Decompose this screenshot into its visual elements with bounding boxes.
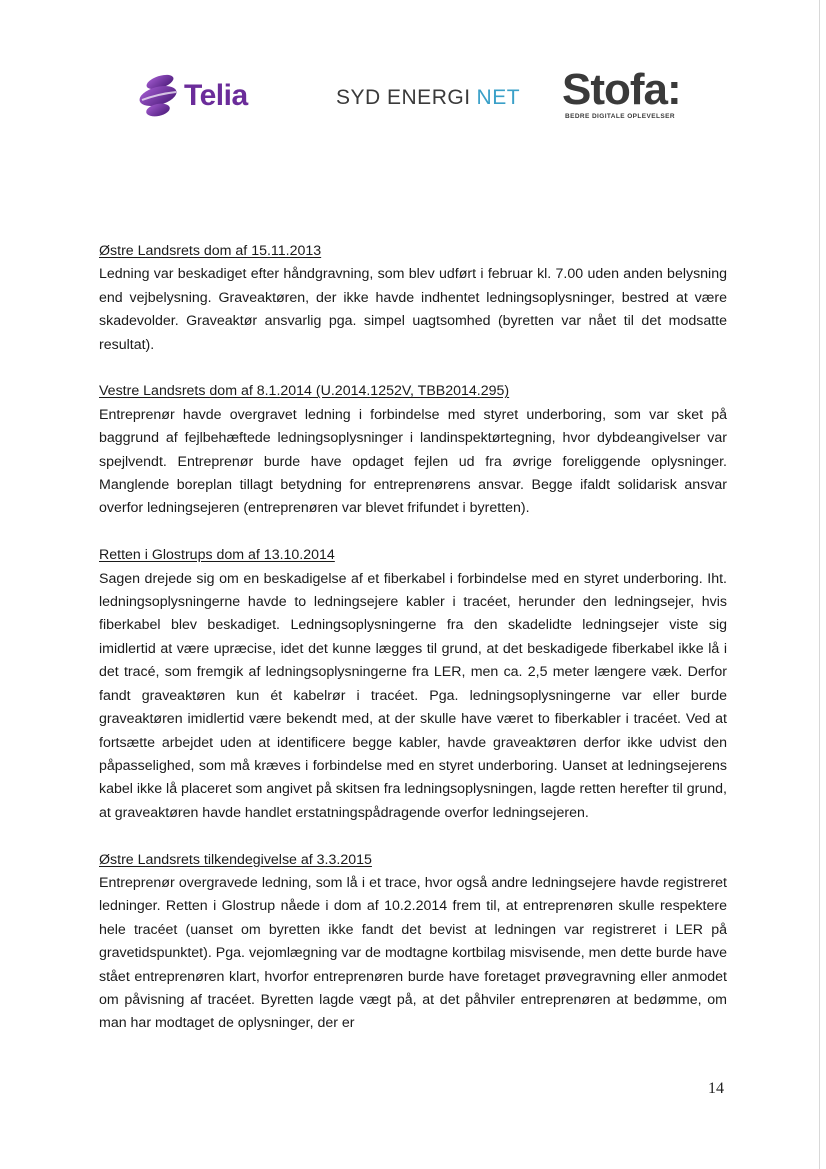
document-body: [99, 240, 727, 1059]
telia-wordmark: Telia: [184, 79, 248, 112]
telia-logo: [136, 72, 248, 120]
section-paragraph: Sagen drejede sig om en beskadigelse af et fiberkabel i forbindelse med en styret underboring. Iht. ledningsoplysningerne havde to ledningsejere kabler i tracéet, herunder den ledningsejer, hvis fiberkabel blev beskadiget. Ledningsoplysningerne fra den skadelidte ledningsejer viste sig imidlertid at være upræcise, idet det kunne lægges til grund, at det beskadigede fiberkabel ikke lå i det tracé, som fremgik af ledningsoplysningerne fra LER, men ca. 2,5 meter længere væk. Derfor fandt graveaktøren kun ét kabelrør i tracéet. Pga. ledningsoplysningerne var eller burde graveaktøren imidlertid være bekendt med, at der skulle have været to fiberkabler i tracéet. Ved at fortsætte arbejdet uden at identificere begge kabler, havde graveaktøren derfor ikke udvist den påpasselighed, som må kræves i forbindelse med en styret underboring. Uanset at ledningsejerens kabel ikke lå placeret som angivet på skitsen fra ledningsoplysningen, lagde retten herefter til grund, at graveaktøren havde handlet erstatningspådragende overfor ledningsejeren.: [99, 570, 727, 821]
section-paragraph: Ledning var beskadiget efter håndgravning, som blev udført i februar kl. 7.00 uden anden belysning end vejbelysning. Graveaktøren, der ikke havde indhentet ledningsoplysninger, bestred at være skadevolder. Graveaktør ansvarlig pga. simpel uagtsomhed (byretten var nået til det modsatte resultat).: [99, 266, 727, 353]
section-paragraph: Entreprenør overgravede ledning, som lå i et trace, hvor også andre ledningsejere havde registreret ledninger. Retten i Glostrup nåede i dom af 10.2.2014 frem til, at entreprenøren skulle respektere hele tracéet (uanset om byretten ikke fandt det bevist at ledningen var registreret i LER på gravetidspunktet). Pga. vejomlægning var de modtagne kortbilag misvisende, men dette burde have stået entreprenøren klart, hvorfor entreprenøren burde have foretaget prøvegravning eller anmodet om påvisning af tracéet. Byretten lagde vægt på, at det påhviler entreprenøren at bedømme, om man har modtaget de oplysninger, der er: [99, 874, 727, 1032]
section-paragraph: Entreprenør havde overgravet ledning i forbindelse med styret underboring, som var sket på baggrund af fejlbehæftede ledningsoplysninger i landinspektørtegning, hvor dybdeangivelser var spejlvendt. Entreprenør burde have opdaget fejlen ud fra øvrige foreliggende oplysninger. Manglende boreplan tillagt betydning for entreprenørens ansvar. Begge ifaldt solidarisk ansvar overfor ledningsejeren (entreprenøren var blevet frifundet i byretten).: [99, 406, 727, 517]
stofa-wordmark: Stofa:: [562, 65, 681, 114]
net-wordmark: NET: [476, 86, 521, 109]
stofa-tagline: BEDRE DIGITALE OPLEVELSER: [565, 113, 675, 120]
telia-pebble-icon: [136, 72, 182, 120]
section-retten-glostrup-2014: [99, 544, 727, 825]
section-heading: Retten i Glostrups dom af 13.10.2014: [99, 547, 335, 564]
syd-energi-wordmark: SYD ENERGI: [336, 86, 471, 109]
page-number: 14: [708, 1080, 724, 1097]
section-heading: Østre Landsrets tilkendegivelse af 3.3.2015: [99, 851, 372, 868]
syd-energi-net-logo: [336, 86, 520, 110]
logo-header: [0, 65, 826, 128]
section-ostre-landsret-2015: [99, 849, 727, 1036]
stofa-logo: [562, 65, 681, 120]
section-heading: Østre Landsrets dom af 15.11.2013: [99, 243, 322, 259]
section-vestre-landsret-2014: [99, 380, 727, 520]
section-heading: Vestre Landsrets dom af 8.1.2014 (U.2014.1252V, TBB2014.295): [99, 383, 510, 400]
section-ostre-landsret-2013: [99, 240, 727, 357]
page-edge-line: [819, 0, 820, 1169]
